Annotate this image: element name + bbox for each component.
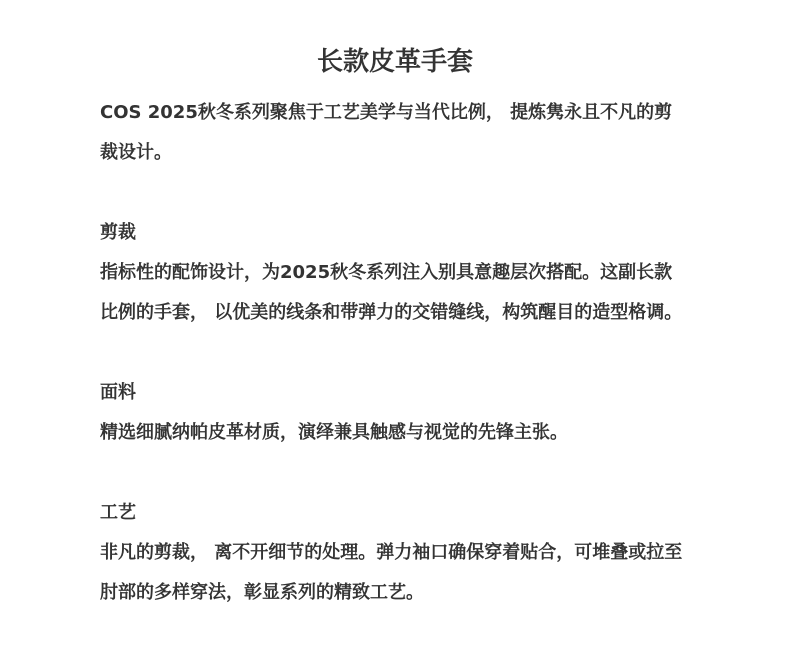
intro-paragraph: COS 2025秋冬系列聚焦于工艺美学与当代比例， 提炼隽永且不凡的剪裁设计。 [100, 102, 673, 163]
section-heading-fabric: 面料 [100, 382, 136, 403]
section-body-cut: 指标性的配饰设计，为2025秋冬系列注入别具意趣层次搭配。这副长款比例的手套， 以优美的线条和带弹力的交错缝线，构筑醒目的造型格调。 [100, 262, 683, 323]
section-heading-cut: 剪裁 [100, 222, 136, 243]
section-cut [100, 213, 690, 333]
section-heading-craft: 工艺 [100, 502, 136, 523]
section-body-craft: 非凡的剪裁， 离不开细节的处理。弹力袖口确保穿着贴合，可堆叠或拉至肘部的多样穿法，彰显系列的精致工艺。 [100, 542, 683, 603]
section-craft [100, 493, 690, 613]
page-title: 长款皮革手套 [316, 47, 473, 77]
section-fabric [100, 373, 690, 453]
section-body-fabric: 精选细腻纳帕皮革材质，演绎兼具触感与视觉的先锋主张。 [100, 422, 568, 443]
